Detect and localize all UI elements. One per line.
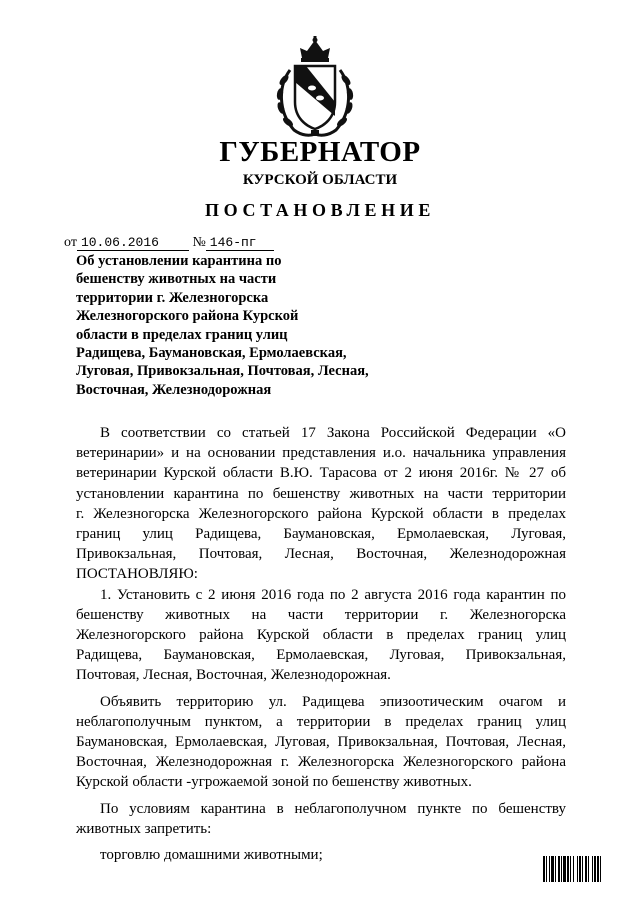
body-line: ветеринарии Курской области В.Ю. Тарасова от 2 июня 2016г. № 27 об [76, 465, 566, 482]
body-line: В соответствии со статьей 17 Закона Российской Федерации «О [100, 425, 566, 441]
decree-word: ПОСТАНОВЛЯЮ: [76, 566, 198, 583]
body-line: торговлю домашними животными; [100, 847, 323, 864]
body-line: Курской области -угрожаемой зоной по бешенству животных. [76, 774, 472, 791]
subject-line: территории г. Железногорска [76, 289, 269, 306]
body-line: Радищева, Баумановская, Ермолаевская, Луговая, Привокзальная, [76, 647, 566, 664]
document-body [76, 423, 566, 865]
barcode-bar [546, 856, 547, 882]
subject-line: Железногорского района Курской [76, 308, 299, 325]
barcode-bar [582, 856, 583, 882]
barcode-bar [579, 856, 581, 882]
body-line: По условиям карантина в неблагополучном пункте по бешенству [100, 800, 566, 817]
body-line: Объявить территорию ул. Радищева эпизоотическим очагом и [100, 693, 566, 710]
barcode-bar [561, 856, 562, 882]
barcode-bar [588, 856, 589, 882]
body-line: Почтовая, Лесная, Восточная, Железнодорожная. [76, 667, 391, 684]
coat-of-arms-emblem [268, 36, 362, 140]
subject-line: бешенству животных на части [76, 271, 277, 288]
barcode-bar [555, 856, 556, 882]
barcode-bar [570, 856, 571, 882]
subject-line: области в пределах границ улиц [76, 326, 288, 343]
barcode-bar [600, 856, 601, 882]
barcode-bar [551, 856, 554, 882]
barcode-bar [563, 856, 566, 882]
body-line: Привокзальная, Почтовая, Лесная, Восточная, Железнодорожная [76, 546, 566, 563]
body-line: бешенству животных на части территории г. Железногорска [76, 606, 566, 623]
barcode-bar [594, 856, 596, 882]
number-prefix-label: № [192, 235, 206, 250]
document-type: ПОСТАНОВЛЕНИЕ [205, 200, 435, 220]
subject-line: Луговая, Привокзальная, Почтовая, Лесная, [76, 363, 369, 380]
body-line: г. Железногорска Железногорского района Курской области в пределах [76, 505, 566, 522]
subject-line: Восточная, Железнодорожная [76, 381, 272, 398]
body-line: Баумановская, Ермолаевская, Луговая, Привокзальная, Почтовая, Лесная, [76, 734, 566, 751]
header-region: КУРСКОЙ ОБЛАСТИ [242, 172, 398, 188]
subject-line: Об установлении карантина по [76, 253, 282, 269]
document-subject [76, 252, 406, 399]
document-number-line [64, 235, 274, 251]
document-number: 146-пг [206, 235, 274, 251]
body-line: границ улиц Радищева, Баумановская, Ермолаевская, Луговая, [76, 526, 566, 543]
document-date: 10.06.2016 [77, 235, 189, 251]
barcode-image [543, 856, 627, 882]
barcode-bar [577, 856, 578, 882]
barcode-bar [597, 856, 599, 882]
barcode-bar [558, 856, 560, 882]
barcode-bar [592, 856, 593, 882]
header-title: ГУБЕРНАТОР [219, 136, 421, 168]
barcode-bar [573, 856, 574, 882]
body-line: 1. Установить с 2 июня 2016 года по 2 августа 2016 года карантин по [100, 586, 566, 603]
barcode-bar [549, 856, 550, 882]
subject-line: Радищева, Баумановская, Ермолаевская, [76, 345, 347, 362]
body-line: неблагополучным пунктом, а территории в пределах границ улиц [76, 713, 566, 730]
body-line: ветеринарии» и на основании представления и.о. начальника управления [76, 445, 566, 462]
body-line: установлении карантина по бешенству животных на части территории [76, 485, 566, 502]
barcode-bar [567, 856, 569, 882]
barcode-bar [543, 856, 545, 882]
date-prefix-label: от [64, 235, 77, 250]
barcode-bar [585, 856, 587, 882]
body-line: животных запретить: [76, 820, 212, 837]
body-line: Железногорского района Курской области в пределах границ улиц [76, 627, 566, 644]
body-line: Восточная, Железнодорожная г. Железногорска Железногорского района [76, 754, 566, 771]
